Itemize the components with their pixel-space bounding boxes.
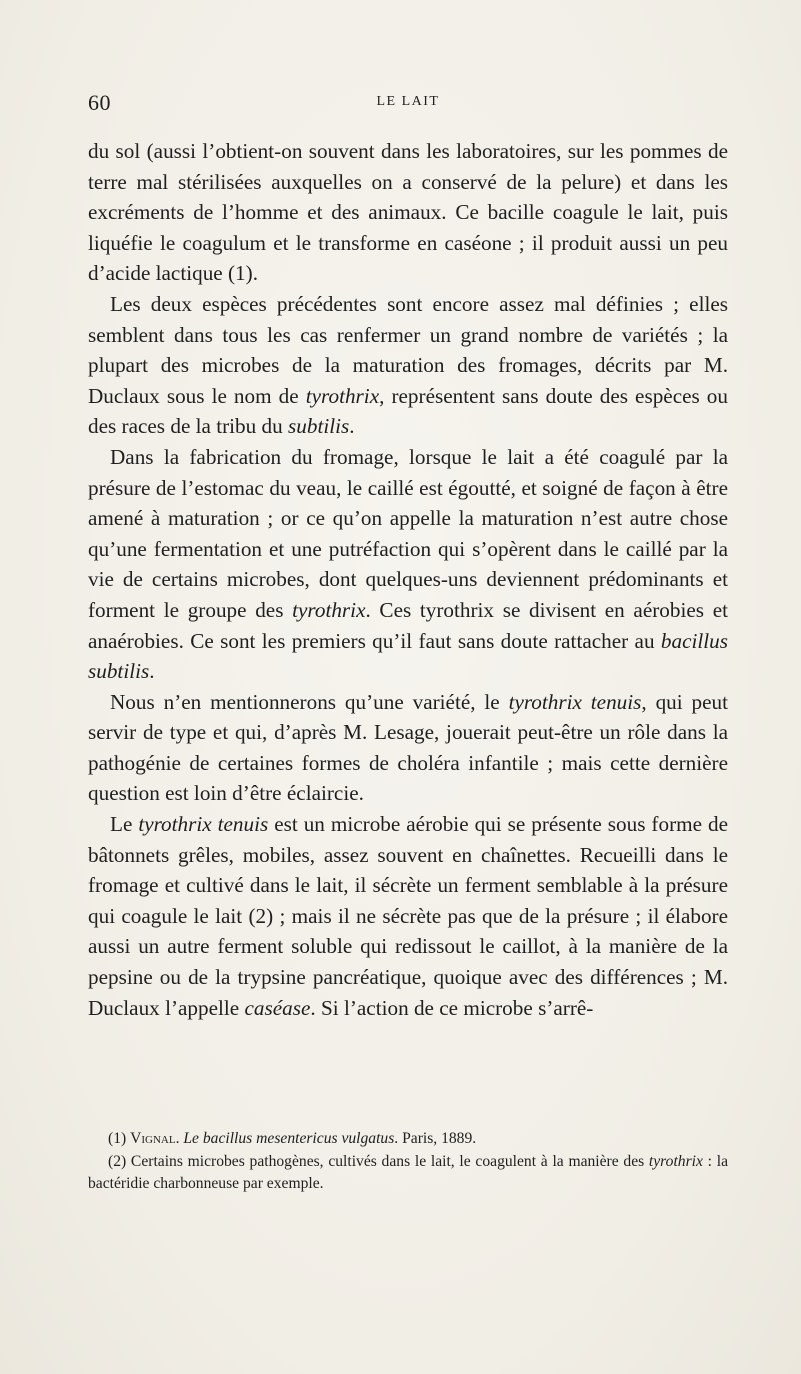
text-run: : la bactéridie charbonneuse par exemple. (88, 1152, 728, 1192)
footnote-1 (88, 1128, 728, 1151)
text-run: Le (110, 812, 139, 837)
italic-term: tyrothrix (648, 1152, 703, 1170)
italic-term: bacillus subtilis (88, 628, 728, 684)
italic-term: tyrothrix tenuis (138, 812, 269, 837)
italic-term: tyrothrix (305, 383, 380, 408)
text-run: . Ces tyrothrix se divisent en aérobies et anaérobies. Ce sont les premiers qu’il faut sans doute rattacher au (88, 597, 728, 653)
text-run: est un microbe aérobie qui se présente sous forme de bâtonnets grêles, mobiles, assez souvent en chaînettes. Recueilli dans le fromage et cultivé dans le lait, il sécrète un ferment semblable à la présure qui coagule le lait (2) ; mais il ne sécrète pas que de la présure ; il élabore aussi un autre ferment soluble qui redissout le caillot, à la manière de la pepsine ou de la trypsine pancréatique, quoique avec des différences ; M. Duclaux l’appelle (88, 812, 728, 1020)
body-text (88, 136, 728, 1023)
footnote-author: Vignal (130, 1130, 176, 1147)
footnote-title: Le bacillus mesentericus vulgatus (183, 1130, 395, 1147)
text-run: . Paris, 1889. (394, 1130, 477, 1147)
text-run: . (175, 1130, 184, 1147)
paragraph-1 (88, 136, 728, 289)
paragraph-4 (88, 687, 728, 809)
paragraph-3 (88, 442, 728, 687)
footnote-2 (88, 1151, 728, 1196)
page-header (88, 90, 728, 120)
page-number: 60 (88, 90, 111, 115)
text-run: Les deux espèces précédentes sont encore assez mal définies ; elles semblent dans tous les cas renfermer un grand nombre de variétés ; la plupart des microbes de la maturation des fromages, décrits par M. Duclaux sous le nom de (88, 291, 728, 408)
footnote-mark: (1) (108, 1130, 131, 1147)
text-run: . (149, 659, 155, 684)
paragraph-2 (88, 289, 728, 442)
text-run: . Si l’action de ce microbe s’arrê- (310, 995, 594, 1020)
text-run: , qui peut servir de type et qui, d’après M. Lesage, jouerait peut-être un rôle dans la pathogénie de certaines formes de choléra infantile ; mais cette dernière question est loin d’être éclaircie. (88, 689, 728, 806)
text-run: du sol (aussi l’obtient-on souvent dans les laboratoires, sur les pommes de terre mal stérilisées auxquelles on a conservé de la pelure) et dans les excréments de l’homme et des animaux. Ce bacille coagule le lait, puis liquéfie le coagulum et le transforme en caséone ; il produit aussi un peu d’acide lactique (1). (88, 139, 728, 286)
italic-term: tyrothrix (292, 597, 366, 622)
paragraph-5 (88, 809, 728, 1023)
text-run: , représentent sans doute des espèces ou des races de la tribu du (88, 383, 728, 439)
footnotes (88, 1128, 728, 1196)
running-title: LE LAIT (376, 94, 440, 109)
italic-term: tyrothrix tenuis (508, 689, 642, 714)
italic-term: subtilis (288, 414, 350, 439)
text-run: (2) Certains microbes pathogènes, cultivés dans le lait, le coagulent à la manière des (108, 1152, 649, 1170)
italic-term: caséase (244, 995, 311, 1020)
text-run: Dans la fabrication du fromage, lorsque le lait a été coagulé par la présure de l’estomac du veau, le caillé est égoutté, et soigné de façon à être amené à maturation ; or ce qu’on appelle la maturation n’est autre chose qu’une fermentation et une putréfaction qui s’opèrent dans le caillé par la vie de certains microbes, dont quelques-uns deviennent prédominants et forment le groupe des (88, 444, 728, 622)
text-run: Nous n’en mentionnerons qu’une variété, le (110, 689, 509, 714)
text-run: . (349, 414, 355, 439)
